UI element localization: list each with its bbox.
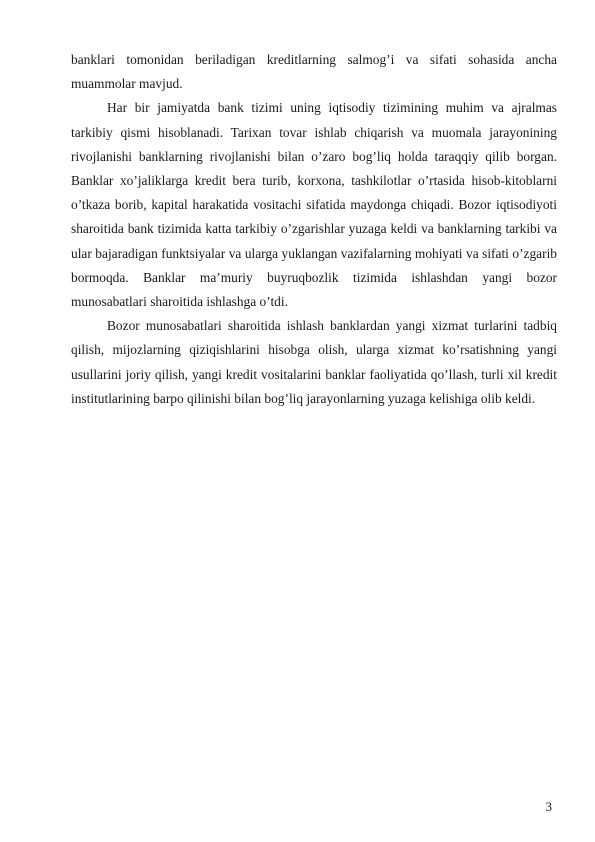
paragraph-continuation: banklari tomonidan beriladigan kreditlarning salmog’i va sifati sohasida ancha muammolar mavjud. bbox=[71, 52, 557, 92]
page-number: 3 bbox=[545, 799, 552, 814]
paragraph-bank-system: Har bir jamiyatda bank tizimi uning iqtisodiy tizimining muhim va ajralmas tarkibiy qismi hisoblanadi. Tarixan tovar ishlab chiqarish va muomala jarayonining rivojlanishi banklarning rivojlanishi bilan o’zaro bog’liq holda taraqqiy qilib borgan. Banklar xo’jaliklarga kredit bera turib, korxona, tashkilotlar o’rtasida hisob-kitoblarni o’tkaza borib, kapital harakatida vositachi sifatida maydonga chiqadi. Bozor iqtisodiyoti sharoitida bank tizimida katta tarkibiy o’zgarishlar yuzaga keldi va banklarning tarkibi va ular bajaradigan funktsiyalar va ularga yuklangan vazifalarning mohiyati va sifati o’zgarib bormoqda. Banklar ma’muriy buyruqbozlik tizimida ishlashdan yangi bozor munosabatlari sharoitida ishlashga o’tdi. bbox=[71, 100, 557, 310]
body-text bbox=[71, 48, 557, 411]
paragraph-market-relations: Bozor munosabatlari sharoitida ishlash banklardan yangi xizmat turlarini tadbiq qilish, mijozlarning qiziqishlarini hisobga olish, ularga xizmat ko’rsatishning yangi usullarini joriy qilish, yangi kredit vositalarini banklar faoliyatida qo’llash, turli xil kredit institutlarining barpo qilinishi bilan bog’liq jarayonlarning yuzaga kelishiga olib keldi. bbox=[71, 318, 557, 406]
